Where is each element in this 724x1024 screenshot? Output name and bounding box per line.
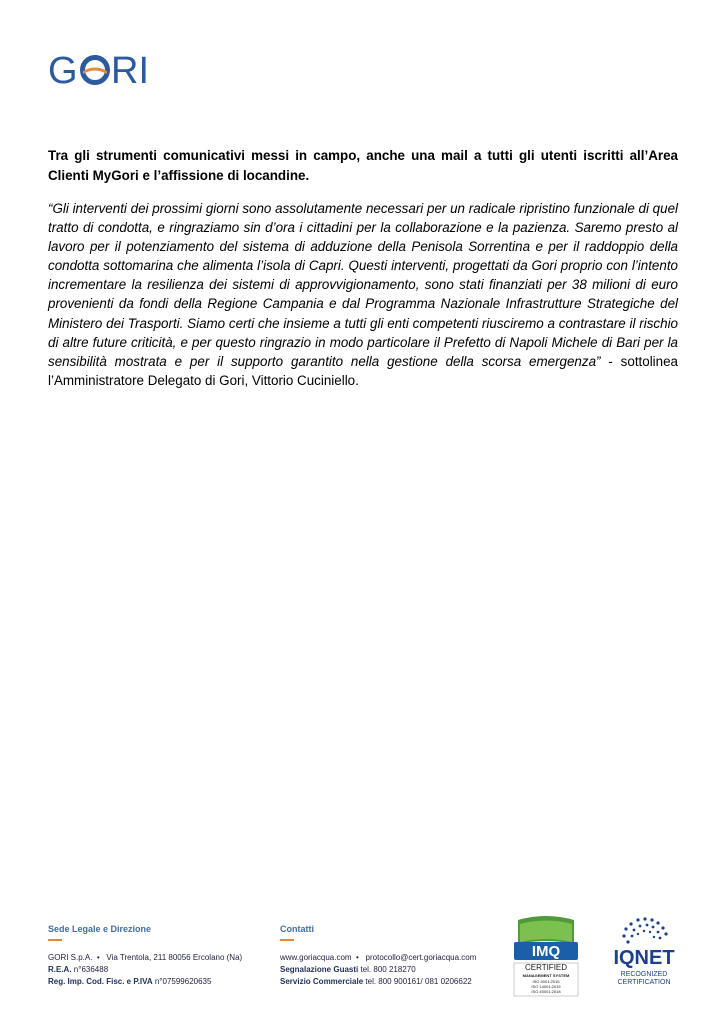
- guasti-phone: tel. 800 218270: [360, 965, 416, 974]
- quote-paragraph: [48, 199, 678, 390]
- reg-label: Reg. Imp. Cod. Fisc. e P.IVA: [48, 977, 153, 986]
- imq-logo-icon: [510, 914, 582, 1000]
- svg-text:MANAGEMENT SYSTEM: MANAGEMENT SYSTEM: [522, 973, 570, 978]
- svg-text:CERTIFIED: CERTIFIED: [524, 963, 568, 972]
- press-release-body: [48, 146, 678, 390]
- intro-paragraph: Tra gli strumenti comunicativi messi in campo, anche una mail a tutti gli utenti iscritti all’Area Clienti MyGori e l’affissione di locandine.: [48, 148, 678, 183]
- svg-text:RI: RI: [111, 50, 149, 90]
- rea-value: n°636488: [73, 965, 109, 974]
- svg-text:RECOGNIZED: RECOGNIZED: [620, 971, 668, 978]
- svg-text:IMQ: IMQ: [531, 943, 561, 960]
- iqnet-logo-icon: [598, 914, 690, 1000]
- svg-text:ISO 14001:2015: ISO 14001:2015: [531, 984, 561, 989]
- rea-label: R.E.A.: [48, 965, 72, 974]
- footer-legal-column: [48, 924, 268, 988]
- pec-email-link[interactable]: protocollo@cert.goriacqua.com: [365, 953, 477, 962]
- guasti-line: [280, 964, 510, 976]
- commerciale-phone: tel. 800 900161/ 081 0206622: [365, 977, 472, 986]
- contacts-heading-underline: [280, 939, 294, 941]
- company-address-line: [48, 952, 268, 964]
- website-link[interactable]: www.goriacqua.com: [280, 953, 352, 962]
- svg-text:CERTIFICATION: CERTIFICATION: [617, 979, 671, 986]
- svg-text:IQNET: IQNET: [613, 947, 675, 969]
- company-name: GORI S.p.A.: [48, 953, 93, 962]
- company-address: Via Trentola, 211 80056 Ercolano (Na): [106, 953, 243, 962]
- bullet-separator: •: [353, 953, 364, 962]
- gori-logo: [48, 50, 174, 90]
- reg-value: n°07599620635: [154, 977, 212, 986]
- svg-text:ISO 45001:2018: ISO 45001:2018: [531, 989, 561, 994]
- commerciale-line: [280, 976, 510, 988]
- commerciale-label: Servizio Commerciale: [280, 977, 364, 986]
- guasti-label: Segnalazione Guasti: [280, 965, 359, 974]
- imq-certification-badge: [510, 914, 582, 1000]
- quote-text: “Gli interventi dei prossimi giorni sono assolutamente necessari per un radicale ripristino funzionale di quel tratto di condotta, e ringraziamo sin d’ora i cittadini per la collaborazione e la pazienza. Saremo presto al lavoro per il potenziamento del sistema di adduzione della Penisola Sorrentina e per il raddoppio della condotta sottomarina che alimenta l’isola di Capri. Questi interventi, progettati da Gori proprio con l’intento incrementare la resilienza dei sistemi di approvvigionamento, sono stati finanziati per 38 milioni di euro provenienti da fondi della Regione Campania e dal Programma Nazionale Infrastrutture Strategiche del Ministero dei Trasporti. Siamo certi che insieme a tutti gli enti competenti riusciremo a contrastare il rischio di altre future criticità, e per questo ringrazio in modo particolare il Prefetto di Napoli Michele di Bari per la sensibilità mostrata e per il supporto garantito nella gestione della scorsa emergenza”: [48, 201, 678, 369]
- svg-text:G: G: [48, 50, 78, 90]
- bullet-separator: •: [94, 953, 105, 962]
- legal-heading: Sede Legale e Direzione: [48, 924, 152, 934]
- gori-logo-icon: [48, 50, 174, 90]
- contacts-heading: Contatti: [280, 924, 314, 934]
- footer-contacts-column: [280, 924, 510, 988]
- svg-text:ISO 9001:2015: ISO 9001:2015: [532, 979, 560, 984]
- reg-line: [48, 976, 268, 988]
- quote-attribution: - sottolinea l’Amministratore Delegato di Gori, Vittorio Cuciniello.: [48, 353, 678, 388]
- rea-line: [48, 964, 268, 976]
- legal-heading-underline: [48, 939, 62, 941]
- iqnet-certification-badge: [598, 914, 690, 1000]
- letterhead-footer: [48, 924, 688, 1004]
- web-line: [280, 952, 510, 964]
